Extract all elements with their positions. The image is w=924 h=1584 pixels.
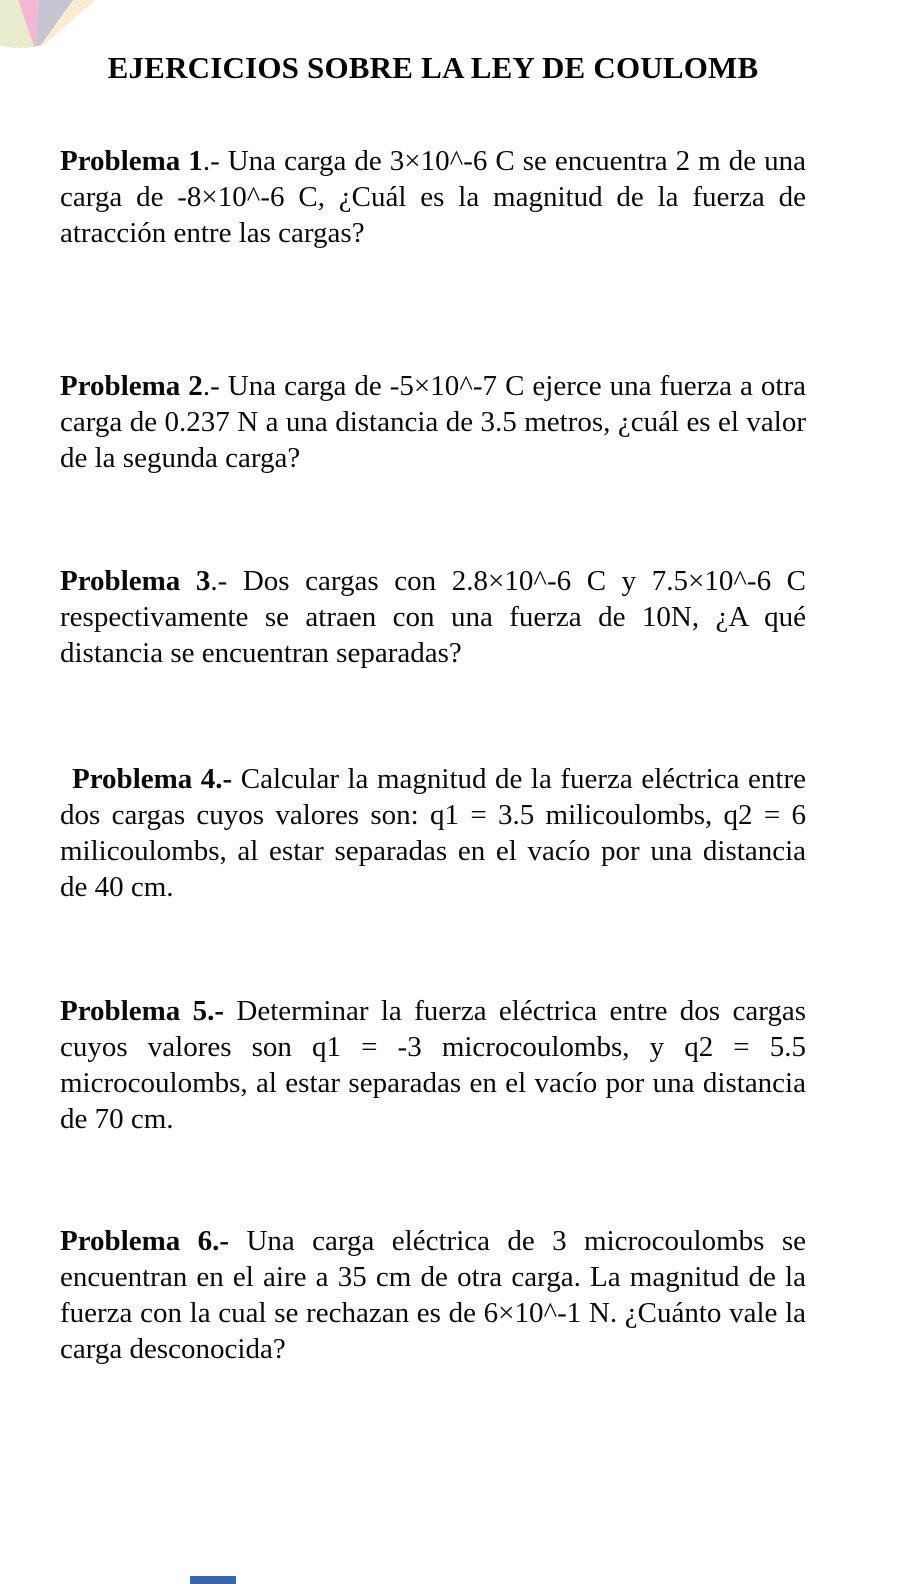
problem-6-label: Problema 6.- (60, 1225, 230, 1257)
page-title: EJERCICIOS SOBRE LA LEY DE COULOMB (107, 50, 759, 85)
problem-1-label: Problema 1 (60, 145, 203, 177)
problem-3-paragraph (60, 563, 806, 671)
problem-2-text: .- Una carga de -5×10^-7 C ejerce una fuerza a otra carga de 0.237 N a una distancia de 3.5 metros, ¿cuál es el valor de la segunda carga? (60, 370, 807, 474)
problem-1-paragraph (60, 143, 806, 251)
bottom-edge-blue-bar (190, 1576, 236, 1584)
problem-6-text: Una carga eléctrica de 3 microcoulombs se encuentran en el aire a 35 cm de otra carga. La magnitud de la fuerza con la cual se rechazan es de 6×10^-1 N. ¿Cuánto vale la carga desconocida? (60, 1225, 806, 1365)
problem-4-label: Problema 4.- (72, 763, 233, 795)
blue-bar-rect (190, 1576, 236, 1584)
problem-4-paragraph (60, 761, 806, 905)
problem-5-text: Determinar la fuerza eléctrica entre dos cargas cuyos valores son q1 = -3 microcoulombs, y q2 = 5.5 microcoulombs, al estar separadas en el vacío por una distancia de 70 cm. (60, 995, 806, 1135)
problem-5-label: Problema 5.- (60, 995, 225, 1027)
problem-3-label: Problema 3 (60, 565, 211, 597)
problem-2-label: Problema 2 (60, 370, 203, 402)
problem-5-paragraph (60, 993, 806, 1137)
problem-1-text: .- Una carga de 3×10^-6 C se encuentra 2 m de una carga de -8×10^-6 C, ¿Cuál es la magnitud de la fuerza de atracción entre las cargas? (60, 145, 807, 249)
problem-3-text: .- Dos cargas con 2.8×10^-6 C y 7.5×10^-6 C respectivamente se atraen con una fuerza de 10N, ¿A qué distancia se encuentran separadas? (60, 565, 807, 669)
problem-2-paragraph (60, 368, 806, 476)
problem-6-paragraph (60, 1223, 806, 1367)
problem-4-text: Calcular la magnitud de la fuerza eléctrica entre dos cargas cuyos valores son: q1 = 3.5 milicoulombs, q2 = 6 milicoulombs, al estar separadas en el vacío por una distancia de 40 cm. (60, 763, 807, 903)
